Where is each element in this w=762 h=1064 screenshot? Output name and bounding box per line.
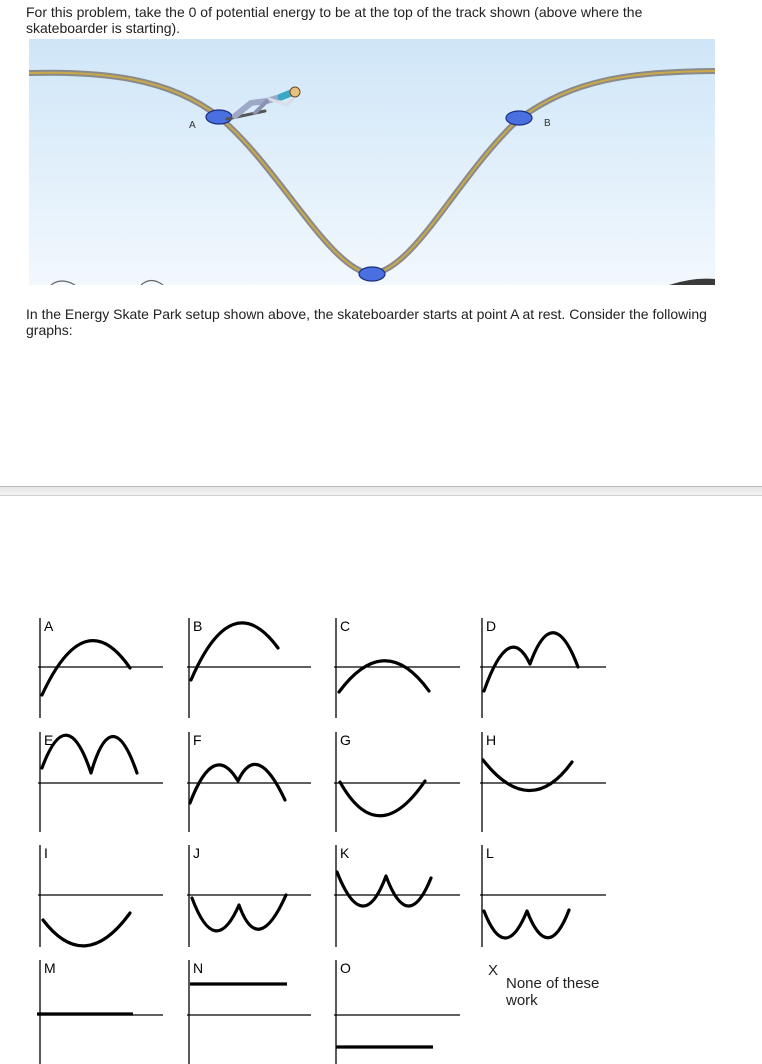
intro-text: For this problem, take the 0 of potential energy to be at the top of the track shown (above where the skateboarder is starting). [26,4,643,36]
graph-option-l[interactable] [480,845,606,947]
graph-letter: B [193,618,203,634]
bottom-marker[interactable] [359,267,385,281]
graph-option-f[interactable] [187,732,311,832]
graph-letter: O [340,960,351,976]
graph-curve [42,641,130,695]
graph-option-g[interactable] [334,732,460,832]
question-text: In the Energy Skate Park setup shown above, the skateboarder starts at point A at rest. Consider the following graphs: [26,306,707,338]
graph-option-h[interactable] [480,732,606,832]
graph-letter: G [340,732,351,748]
graph-letter: C [340,618,351,634]
section-divider [0,486,762,496]
graph-option-a[interactable] [38,618,163,718]
graph-curve [483,760,572,791]
graph-curve [191,623,278,680]
graph-option-d[interactable] [480,618,606,718]
graph-letter: E [44,732,54,748]
graph-option-m[interactable] [37,960,163,1064]
graph-letter: F [193,732,202,748]
point-a-label: A [189,120,196,131]
graph-curve [190,764,285,803]
graph-option-o[interactable] [334,960,460,1064]
graph-option-k[interactable] [334,845,460,947]
graph-curve [43,913,130,946]
graph-letter: J [193,845,200,861]
graph-letter: K [340,845,350,861]
graph-option-b[interactable] [187,618,311,718]
graph-option-c[interactable] [334,618,460,718]
graph-letter: M [44,960,56,976]
graph-curve [337,872,431,906]
graph-letter: A [44,618,54,634]
graph-option-n[interactable] [187,960,311,1064]
graph-option-e[interactable] [38,732,163,832]
graph-curve [484,910,569,938]
point-b-label: B [544,118,551,129]
graph-letter: N [193,960,204,976]
point-a-marker[interactable] [206,110,232,124]
graph-curve [192,895,286,931]
graph-letter: D [486,618,497,634]
graph-curve [339,661,429,692]
graph-curve [340,781,425,816]
graph-letter: H [486,732,497,748]
graph-option-j[interactable] [187,845,311,947]
none-option-letter: X [488,962,499,979]
graph-curve [42,735,137,773]
skate-park-scene [29,39,715,285]
graph-curve [484,633,578,691]
none-option-text: None of these work [506,975,600,1009]
graph-letter: L [486,845,494,861]
point-b-marker[interactable] [506,111,532,125]
graph-option-i[interactable] [38,845,163,947]
graph-options-grid [0,600,762,1064]
graph-letter: I [44,845,48,861]
sky-background [29,39,715,285]
